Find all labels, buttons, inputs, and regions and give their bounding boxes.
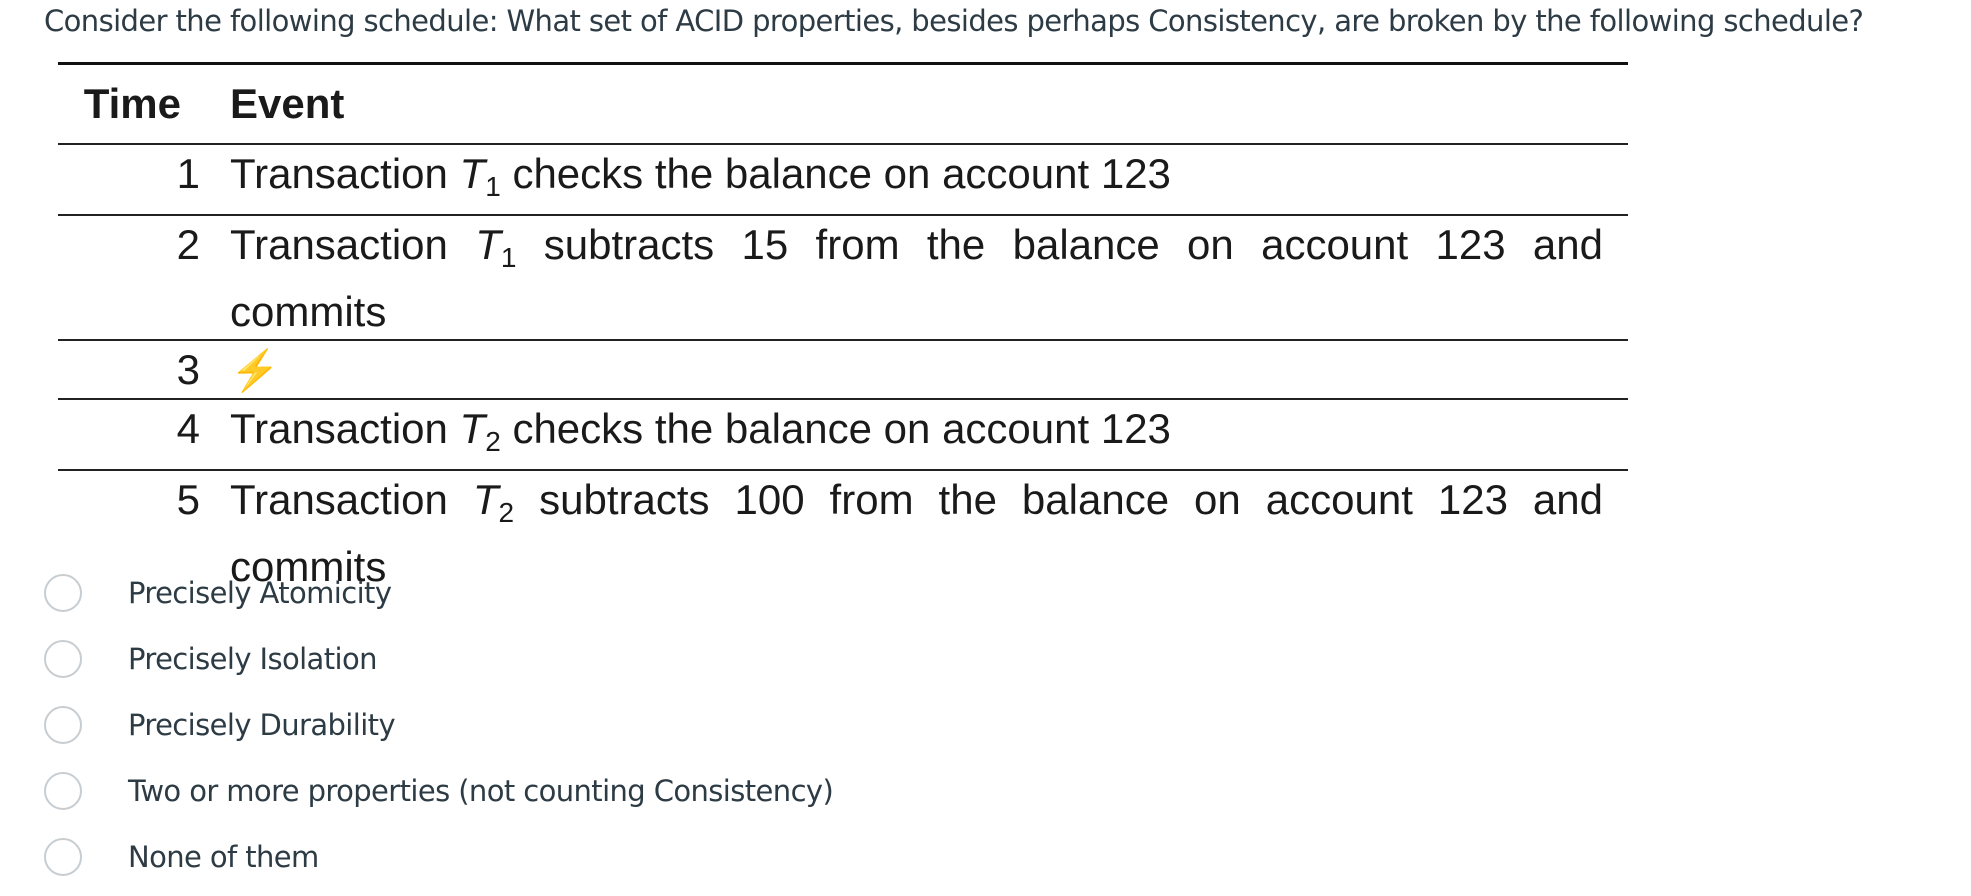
table-row [58, 341, 1628, 398]
option-label[interactable]: Two or more properties (not counting Consistency) [128, 774, 834, 808]
row-time: 4 [176, 405, 200, 452]
option-durability[interactable] [44, 692, 833, 758]
option-label[interactable]: Precisely Atomicity [128, 576, 392, 610]
table-header [58, 65, 1628, 143]
radio-unselected-icon[interactable] [44, 838, 82, 876]
option-label[interactable]: Precisely Durability [128, 708, 396, 742]
option-isolation[interactable] [44, 626, 833, 692]
row-event: Transaction $T_2$ subtracts 100 from the balance on account 123 and commits [230, 476, 1603, 590]
radio-unselected-icon[interactable] [44, 640, 82, 678]
row-time: 2 [176, 221, 200, 268]
table-row [58, 145, 1628, 214]
row-event: Transaction $T_1$ checks the balance on account 123 [230, 150, 1171, 202]
question-text: Consider the following schedule: What set of ACID properties, besides perhaps Consistency, are broken by the following schedule? [44, 4, 1864, 38]
row-time: 5 [176, 476, 200, 523]
row-time: 3 [176, 346, 200, 393]
radio-unselected-icon[interactable] [44, 772, 82, 810]
schedule-table [58, 62, 1628, 594]
radio-unselected-icon[interactable] [44, 706, 82, 744]
table-row [58, 400, 1628, 469]
option-none[interactable] [44, 824, 833, 890]
row-event [230, 343, 1628, 398]
option-atomicity[interactable] [44, 560, 833, 626]
header-time: Time [83, 80, 181, 127]
row-event: Transaction $T_2$ checks the balance on account 123 [230, 405, 1171, 457]
row-event: Transaction $T_1$ subtracts 15 from the balance on account 123 and commits [230, 221, 1604, 335]
option-label[interactable]: Precisely Isolation [128, 642, 377, 676]
radio-unselected-icon[interactable] [44, 574, 82, 612]
lightning-bolt-icon: ⚡ [230, 349, 280, 393]
option-label[interactable]: None of them [128, 840, 319, 874]
header-event: Event [230, 80, 345, 127]
row-time: 1 [176, 150, 200, 197]
option-two-or-more[interactable] [44, 758, 833, 824]
answer-options [44, 560, 833, 890]
table-row [58, 216, 1628, 339]
